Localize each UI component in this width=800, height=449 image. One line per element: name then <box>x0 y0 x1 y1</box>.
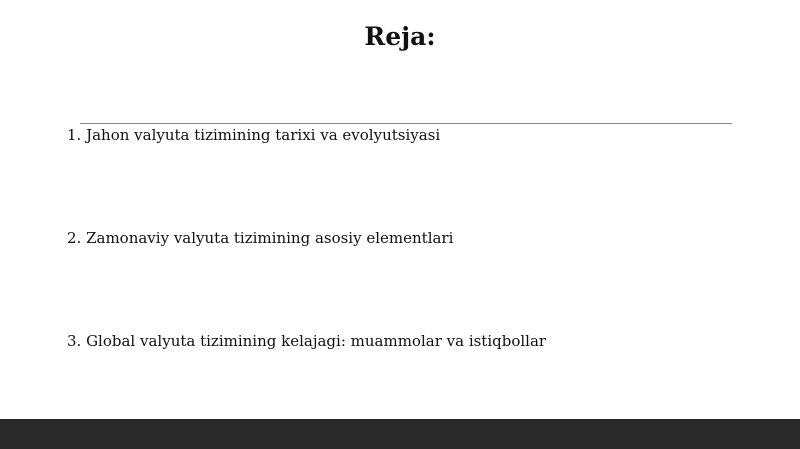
plan-item-1: 1. Jahon valyuta tizimining tarixi va evolyutsiyasi <box>67 126 441 144</box>
slide-title: Reja: <box>364 22 436 51</box>
title-divider <box>80 123 732 124</box>
bottom-bar <box>0 419 800 449</box>
plan-item-2: 2. Zamonaviy valyuta tizimining asosiy elementlari <box>67 229 454 247</box>
plan-item-3: 3. Global valyuta tizimining kelajagi: muammolar va istiqbollar <box>67 332 547 350</box>
